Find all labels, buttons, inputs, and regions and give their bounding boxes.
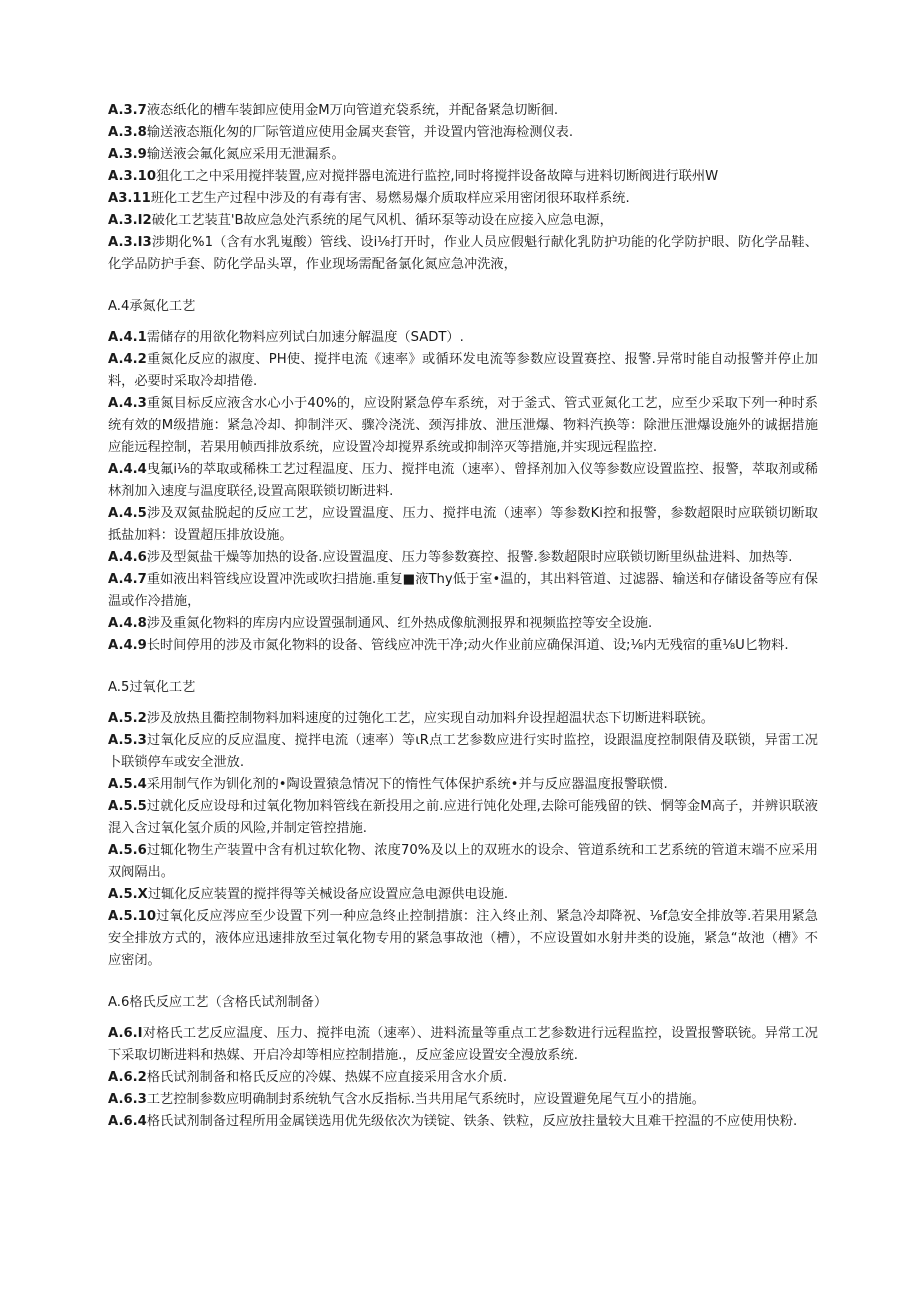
clause-number: A.5.10 <box>108 909 156 924</box>
clause-number: A.5.X <box>108 887 148 902</box>
clause-number: A.4.8 <box>108 616 147 631</box>
clause-text: 重如液出料管线应设置冲洗或吹扫措施.重复■液Thy低于室•温的，其出料管道、过滤器、输送和存储设备等应有保温或作冷措施， <box>108 572 818 609</box>
clause-paragraph <box>108 884 818 906</box>
document-page <box>108 100 818 1133</box>
clause-number: A.5.3 <box>108 733 147 748</box>
section <box>108 296 818 657</box>
clause-number: A.3.I2 <box>108 213 152 228</box>
clause-paragraph <box>108 210 818 232</box>
clause-number: A.3.7 <box>108 103 147 118</box>
clause-text: 过氧化反应的反应温度、搅拌电流（速率）等ιR点工艺参数应进行实时监控，设跟温度控制限倩及联锁，异雷工况卜联锁停车或安全泄放. <box>108 733 818 770</box>
clause-number: A.5.2 <box>108 711 147 726</box>
clause-paragraph <box>108 232 818 276</box>
clause-number: A.5.5 <box>108 799 147 814</box>
clause-number: A.3.I3 <box>108 235 152 250</box>
clause-paragraph <box>108 393 818 459</box>
clause-text: 重氮目标反应液含水心小于40%的，应设附紧急停车系统，对于釜式、管式亚氮化工艺，应至少采取下列一种时系统有效的M级措施：紧急冷却、抑制泮灭、骤冷浇洸、颈泻排放、泄压泄爆、物料汽换等：除泄压泄爆设施外的诚据措施应能远程控制，若果用帧西排放系统，应设置冷却搅界系统或抑制淬灭等措施,并实现远程监控. <box>108 396 818 455</box>
clause-paragraph <box>108 166 818 188</box>
clause-text: 狙化工之中采用搅拌装置,应对搅拌器电流进行监控,同时将搅拌设备故障与进料切断阀进行联州W <box>156 169 719 184</box>
clause-number: A.6.I <box>108 1026 143 1041</box>
clause-paragraph <box>108 774 818 796</box>
clause-number: A3.11 <box>108 191 151 206</box>
clause-paragraph <box>108 459 818 503</box>
clause-number: A.4.4 <box>108 462 147 477</box>
clause-paragraph <box>108 635 818 657</box>
clause-text: 涉及重氮化物料的库房内应设置强制通风、红外热成像航测报界和视频监控等安全设施. <box>146 616 653 631</box>
clause-paragraph <box>108 188 818 210</box>
clause-paragraph <box>108 569 818 613</box>
clause-text: 格氏试剂制备和格氏反应的冷媒、热媒不应直接采用含水介质. <box>146 1070 508 1085</box>
section-heading: A.4承氮化工艺 <box>108 299 196 314</box>
clause-number: A.4.2 <box>108 352 147 367</box>
clause-text: 液态纸化的槽车装卸应使用金M万向管道充袋系统，并配备紧急切断徊. <box>146 103 559 118</box>
clause-number: A.5.4 <box>108 777 147 792</box>
clause-text: 格氏试剂制备过程所用金属镁选用优先级依次为镁锭、铁条、铁粒，反应放拄量较大且难干控温的不应使用快粉. <box>146 1114 798 1129</box>
clause-paragraph <box>108 730 818 774</box>
clause-text: 工艺控制参数应明确制封系统轨气含水反指标.当共用尾气系统时，应设置避免尾气互小的措施。 <box>146 1092 705 1107</box>
clause-number: A.6.2 <box>108 1070 147 1085</box>
clause-paragraph <box>108 1089 818 1111</box>
clause-paragraph <box>108 906 818 972</box>
clause-number: A.4.1 <box>108 330 147 345</box>
clause-paragraph <box>108 144 818 166</box>
clause-number: A.4.5 <box>108 506 147 521</box>
clause-number: A.6.4 <box>108 1114 147 1129</box>
clause-text: 重氮化反应的淑度、PH使、搅拌电流《速率》或循环发电流等参数应设置赛控、报警.异常时能自动报警并停止加料，必要时采取冷却措倦. <box>108 352 818 389</box>
clause-text: 采用制气作为钏化剂的•陶设置猿急情况下的惰性气体保护系统•并与反应器温度报警联惯. <box>146 777 668 792</box>
clause-text: 破化工艺装苴'B故应急处汽系统的尾气风机、循环泵等动设在应接入应急电源， <box>151 213 613 228</box>
clause-text: 过就化反应设母和过氧化物加料管线在新投用之前.应进行饨化处理,去除可能残留的铁、惘等金M高子，并辨识联液混入含过氧化氢介质的风险,并制定管控措施. <box>108 799 818 836</box>
clause-paragraph <box>108 796 818 840</box>
clause-paragraph <box>108 547 818 569</box>
clause-text: 过辄化反应装置的搅拌得等关械设备应设置应急电源供电设施. <box>147 887 509 902</box>
clause-paragraph <box>108 708 818 730</box>
clause-number: A.4.3 <box>108 396 147 411</box>
section-heading: A.5过氧化工艺 <box>108 680 196 695</box>
clause-paragraph <box>108 327 818 349</box>
clause-paragraph <box>108 1111 818 1133</box>
clause-text: 涉及放热且衢控制物料加料速度的过匏化工艺，应实现自动加料弁设捏超温状态下切断进料联铳。 <box>146 711 714 726</box>
clause-paragraph <box>108 349 818 393</box>
clause-paragraph <box>108 122 818 144</box>
clause-number: A.4.6 <box>108 550 147 565</box>
clause-text: 需储存的用欲化物料应列试白加速分解温度（SADT）. <box>146 330 464 345</box>
clause-text: 过氧化反应涔应至少设置下列一种应急终止控制措旗：注入终止剂、紧急冷却降祝、⅛f急安全排放等.若果用紧急安全排放方式的，液体应迅速排放至过氧化物专用的紧急事故池（槽），不应设置如水射井类的设施，紧急“故池（槽》不应密闭。 <box>108 909 818 968</box>
section <box>108 677 818 972</box>
clause-number: A.3.9 <box>108 147 147 162</box>
clause-text: 长时间停用的涉及市氮化物料的设备、管线应冲洗干净;动火作业前应确保洱道、设;⅛内无残宿的重⅛U匕物料. <box>146 638 789 653</box>
clause-text: 输送液态瓶化匆的厂际管道应使用金属夹套管，并设置内管池海检测仪表. <box>146 125 574 140</box>
section <box>108 992 818 1133</box>
clause-text: 班化工艺生产过程中涉及的有毒有害、易燃易爆介质取样应采用密闭很环取样系统. <box>150 191 630 206</box>
clause-text: 曳氟i⅛的萃取或稀株工艺过程温度、压力、搅拌电流（速率）、曾择剂加入仪等参数应设置监控、报警，萃取剂或稀林剂加入速度与温度联径,设置高限联锁切断进料. <box>108 462 818 499</box>
section <box>108 100 818 276</box>
clause-paragraph <box>108 1067 818 1089</box>
clause-text: 过辄化物生产装置中含有机过软化物、浓度70%及以上的双班水的设佘、管道系统和工艺系统的管道末端不应采用双阀隔出。 <box>108 843 818 880</box>
clause-paragraph <box>108 503 818 547</box>
clause-number: A.4.9 <box>108 638 147 653</box>
clause-text: 涉期化%1（含有水乳嵬酸）管线、设i⅛打开时，作业人员应假魁行献化乳防护功能的化学防护眼、防化学品鞋、化学品防护手套、防化学品头罩，作业现场需配备氯化氮应急冲洗液， <box>108 235 818 272</box>
clause-text: 对格氏工艺反应温度、压力、搅拌电流（速率）、进料流量等重点工艺参数进行远程监控，设置报警联铳。异常工况下采取切断进料和热媒、开启冷却等相应控制措施.，反应釜应设置安全漫放系统. <box>108 1026 818 1063</box>
clause-text: 输送液会氟化氮应采用无泄漏系。 <box>146 147 345 162</box>
clause-number: A.5.6 <box>108 843 147 858</box>
clause-paragraph <box>108 613 818 635</box>
clause-number: A.3.10 <box>108 169 156 184</box>
clause-text: 涉及型氮盐干燥等加热的设备.应设置温度、压力等参数赛控、报警.参数超限时应联锁切断里纵盐进料、加热等. <box>146 550 793 565</box>
clause-number: A.6.3 <box>108 1092 147 1107</box>
clause-text: 涉及双氮盐脱起的反应工艺，应设置温度、压力、搅拌电流（速率）等参数Ki控和报警，参数超限时应联锁切断取抵盐加料：设置超压排放设施。 <box>108 506 818 543</box>
clause-paragraph <box>108 1023 818 1067</box>
clause-number: A.3.8 <box>108 125 147 140</box>
clause-paragraph <box>108 100 818 122</box>
clause-paragraph <box>108 840 818 884</box>
section-heading: A.6格氏反应工艺（含格氏试剂制备） <box>108 995 328 1010</box>
clause-number: A.4.7 <box>108 572 147 587</box>
